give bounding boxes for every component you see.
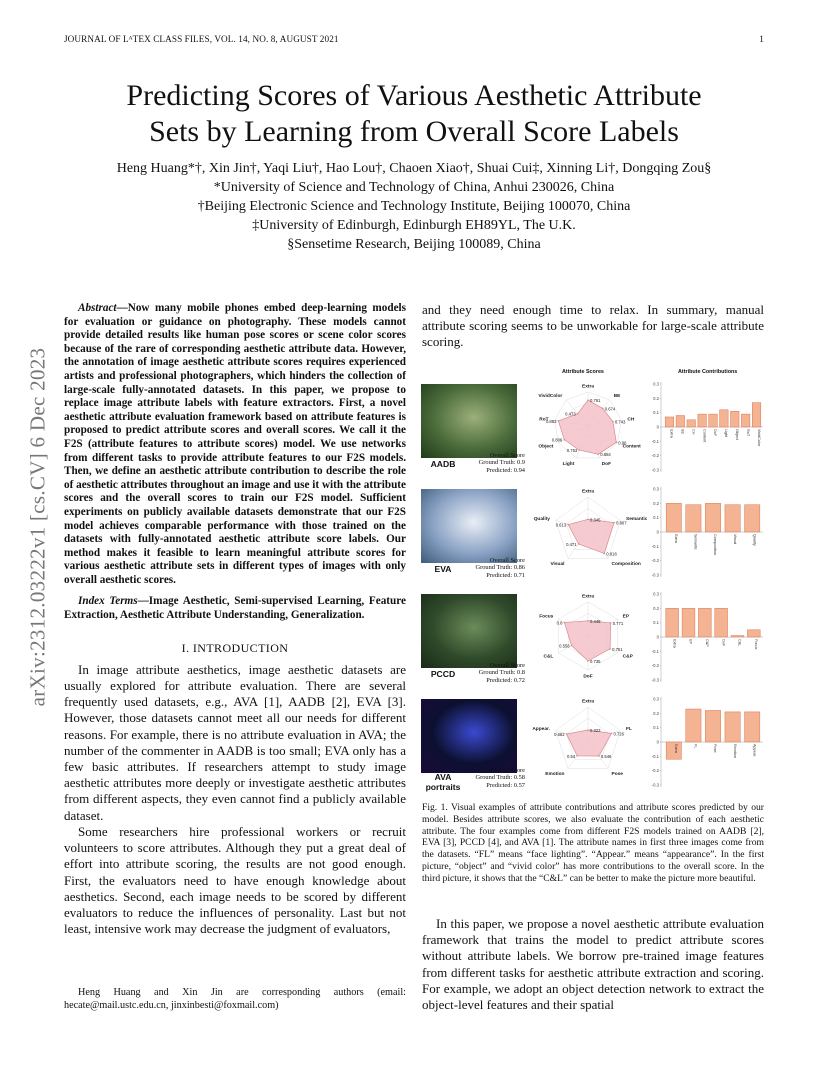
radar-series <box>564 618 610 661</box>
bar-tick-label: 0.3 <box>653 696 659 702</box>
figure-row-3 <box>421 689 767 796</box>
index-terms-text: —Image Aesthetic, Semi-supervised Learning, Feature Extraction, Aesthetic Attribute Understanding, Generalization. <box>64 595 406 622</box>
title-line-2: Sets by Learning from Overall Score Labels <box>149 115 679 148</box>
index-terms-label: Index Terms <box>78 595 138 608</box>
score-overall: Overall Score <box>489 557 525 564</box>
bar-tick-label: 0.2 <box>653 500 659 506</box>
radar-axis-label: Extra <box>582 594 594 600</box>
bar-category-label: Emotion <box>732 744 737 758</box>
radar-point <box>598 755 600 757</box>
bar-category-label: BE <box>680 429 685 435</box>
radar-value-label: 0.726 <box>613 731 624 737</box>
radar-series <box>567 730 612 756</box>
radar-value-label: 0.743 <box>614 419 626 425</box>
radar-point <box>578 449 580 451</box>
score-pred: Predicted: 0.94 <box>486 466 525 474</box>
radar-point <box>610 622 612 624</box>
left-column <box>64 302 406 937</box>
figure-caption: Fig. 1. Visual examples of attribute contributions and attribute scores predicted by our model. Besides attribute scores, we also evaluate the contribution of each aesthetic attribute. The four examples come from different F2S models trained on AADB [2], EVA [3], PCCD [4], and AVA [1]. The attribute names in first three images come from the datasets. “FL” means “face lighting”. “Appear.” means “appearance”. In the first picture, “object” and “vivid color” has more contributions to the overall score. In the third picture, it shows that the “C&L” can be better to make the picture more beautiful. <box>422 802 764 884</box>
bar-tick-label: 0.2 <box>653 395 659 401</box>
contribution-bar-chart <box>649 479 767 583</box>
radar-point <box>587 620 589 622</box>
radar-point <box>587 518 589 520</box>
radar-axis-label: Visual <box>550 561 565 567</box>
radar-value-label: 0.613 <box>555 522 567 528</box>
right-paragraph-1: In this paper, we propose a novel aesthetic attribute evaluation framework that trains the model to predict attribute scores without attribute labels. We borrow pre-trained image features from different tasks for aesthetic attribute extraction and scoring. For example, we adopt an object detection network to extract the object-level features and their spatial <box>422 916 764 1013</box>
radar-value-label: 0.771 <box>612 620 624 626</box>
radar-chart <box>529 479 647 583</box>
radar-value-label: 0.323 <box>590 728 601 734</box>
bar-category-label: Extra <box>672 639 677 648</box>
bar-tick-label: 0.3 <box>653 486 659 492</box>
contribution-bar <box>676 416 684 427</box>
radar-axis-label: C&L <box>543 654 554 660</box>
bar-tick-label: 0.1 <box>653 410 659 416</box>
bar-tick-label: -0.3 <box>651 677 659 683</box>
radar-chart <box>529 689 647 793</box>
radar-point <box>566 733 568 735</box>
bar-category-label: Extra <box>669 429 674 438</box>
radar-chart <box>529 584 647 688</box>
radar-axis-label: DoF <box>583 674 593 680</box>
bar-tick-label: -0.2 <box>651 663 659 669</box>
bar-tick-label: 0 <box>656 424 659 430</box>
intro-paragraph-1: In image attribute aesthetics, image aesthetic datasets are usually explored for attribute evaluation. There are several frequently used datasets, e.g., AVA [1], AADB [2], EVA [3]. However, those datasets cannot meet all our needs for different reasons. For example, there is no attribute evaluation in AVA; the number of the commenter in AADB is too small; EVA only has a few basic attributes. If researchers attempt to study image aesthetic attributes more deeply or investigate aesthetic attributes from different aspects, they even cannot find a publicly available dataset. <box>64 661 406 823</box>
bar-tick-label: -0.1 <box>651 438 659 444</box>
contribution-bar <box>705 710 720 742</box>
bar-tick-label: 0.1 <box>653 620 659 626</box>
radar-axis-label: FL <box>626 727 632 733</box>
score-overall: Overall Score <box>489 452 525 459</box>
radar-value-label: 0.751 <box>612 646 623 652</box>
attribute-contributions-title: Attribute Contributions <box>678 369 738 375</box>
arxiv-id: arXiv:2312.03222v1 [cs.CV] 6 Dec 2023 <box>25 347 50 707</box>
bar-tick-label: -0.3 <box>651 572 659 578</box>
author-block <box>40 159 788 254</box>
contribution-bar <box>752 403 760 427</box>
radar-axis-label: Extra <box>582 489 594 495</box>
bar-tick-label: -0.3 <box>651 467 659 473</box>
right-paragraph-0: and they need enough time to relax. In summary, manual attribute scoring seems to be unworkable for large-scale attribute scoring. <box>422 302 764 350</box>
bar-tick-label: 0.1 <box>653 515 659 521</box>
bar-category-label: RoT <box>745 429 750 437</box>
bar-category-label: Object <box>734 429 739 440</box>
radar-axis-label: Composition <box>611 561 641 567</box>
bar-category-label: CH <box>691 429 696 435</box>
contribution-bar <box>687 420 695 427</box>
radar-axis-label: EP <box>622 614 630 620</box>
radar-value-label: 0.884 <box>600 452 611 458</box>
figure-row-1 <box>421 479 767 586</box>
example-photo <box>421 384 517 458</box>
bar-category-label: Pose <box>713 744 718 753</box>
radar-axis-label: Semantic <box>626 517 647 523</box>
radar-axis-label: CH <box>627 417 635 423</box>
contribution-bar <box>686 709 701 742</box>
bar-tick-label: 0.3 <box>653 381 659 387</box>
radar-value-label: 0.471 <box>566 541 577 547</box>
radar-point <box>615 442 617 444</box>
contribution-bar <box>709 414 717 427</box>
radar-point <box>578 543 580 545</box>
contribution-bar <box>720 410 728 427</box>
bar-tick-label: 0 <box>656 739 659 745</box>
radar-value-label: 0.753 <box>566 448 578 454</box>
radar-value-label: 0.807 <box>616 520 627 526</box>
title-line-1: Predicting Scores of Various Aesthetic Attribute <box>126 79 702 112</box>
score-gt: Ground Truth: 0.86 <box>475 564 525 572</box>
score-gt: Ground Truth: 0.8 <box>478 669 525 677</box>
contribution-bar <box>665 417 673 427</box>
score-gt: Ground Truth: 0.58 <box>475 774 525 782</box>
abstract-text: —Now many mobile phones embed deep-learning models for evaluation or guidance on photography. These models cannot provide detailed results like human pose scores or scene color scores because of the rare of corresponding aesthetic attribute data. However, the annotation of image aesthetic attribute scores requires experienced artists and professional photographers, which hinders the collection of large-scale fully-annotated datasets. In this paper, we propose to replace image attribute labels with feature extractors. First, a novel aesthetic attribute evaluation framework based on attribute features is proposed to predict attribute scores and overall scores. We call it the F2S (attribute features to attribute scores) model. We use networks from different tasks to provide attribute features to our F2S models. Then, we define an aesthetic attribute contribution to describe the role of aesthetic attributes throughout an image and use it with the attribute scores and the overall scores to train our F2S model. Sufficient experiments on publicly available datasets demonstrate that our F2S model achieves comparable performance with those trained on the datasets with fully-annotated aesthetic attribute score labels. Our method makes it feasible to learn meaningful attribute scores for various aesthetic attribute sets in different types of images with only overall aesthetic scores. <box>64 302 406 586</box>
affiliation-3: ‡University of Edinburgh, Edinburgh EH89YL, The U.K. <box>252 218 576 233</box>
dataset-label: AADB <box>430 459 456 469</box>
contribution-bar <box>747 630 760 637</box>
attribute-scores-title: Attribute Scores <box>562 369 604 375</box>
bar-category-label: Extra <box>674 534 678 543</box>
contribution-bar <box>741 414 749 427</box>
radar-axis-label: Object <box>538 444 554 450</box>
score-pred: Predicted: 0.57 <box>486 781 525 789</box>
arxiv-stamp <box>22 292 54 762</box>
journal-header: JOURNAL OF LᴬTEX CLASS FILES, VOL. 14, NO. 8, AUGUST 2021 <box>64 34 339 44</box>
bar-tick-label: -0.2 <box>651 768 659 774</box>
affiliation-1: *University of Science and Technology of China, Anhui 230026, China <box>213 180 615 195</box>
bar-category-label: C&P <box>705 639 710 647</box>
radar-value-label: 0.662 <box>554 732 565 738</box>
overall-score-block <box>465 662 525 684</box>
paper-title <box>40 78 788 150</box>
radar-point <box>563 439 565 441</box>
radar-axis-label: Quality <box>533 517 550 523</box>
score-gt: Ground Truth: 0.9 <box>478 459 525 467</box>
bar-tick-label: 0 <box>656 529 659 535</box>
bar-tick-label: 0.1 <box>653 725 659 731</box>
radar-point <box>613 522 615 524</box>
radar-point <box>571 645 573 647</box>
radar-point <box>612 421 614 423</box>
example-photo <box>421 594 517 668</box>
abstract-label: Abstract <box>78 302 117 314</box>
radar-value-label: 0.345 <box>590 517 601 523</box>
contribution-bar-chart <box>649 374 767 478</box>
radar-point <box>564 622 566 624</box>
radar-value-label: 0.448 <box>590 618 601 624</box>
right-column-top <box>422 302 764 351</box>
bar-category-label: Semantic <box>693 534 698 550</box>
radar-point <box>602 408 604 410</box>
overall-score-block <box>465 557 525 579</box>
radar-point <box>567 524 569 526</box>
contribution-bar-chart <box>649 689 767 793</box>
radar-axis-label: C&P <box>622 654 633 660</box>
radar-value-label: 0.735 <box>590 658 601 664</box>
radar-value-label: 0.816 <box>606 551 617 557</box>
bar-category-label: Visual <box>732 534 737 545</box>
radar-value-label: 0.806 <box>551 437 563 443</box>
radar-axis-label: Extra <box>582 384 594 390</box>
bar-tick-label: -0.1 <box>651 648 659 654</box>
radar-point <box>587 729 589 731</box>
running-header <box>64 34 764 48</box>
bar-category-label: C&L <box>737 639 742 647</box>
bar-category-label: Light <box>724 429 729 438</box>
contribution-bar <box>666 503 681 532</box>
radar-point <box>576 755 578 757</box>
contribution-bar <box>731 411 739 427</box>
contribution-bar <box>682 608 695 637</box>
dataset-label: EVA <box>434 564 452 574</box>
bar-category-label: EP <box>688 639 693 645</box>
radar-value-label: 0.96 <box>618 440 627 446</box>
dataset-label: PCCD <box>430 669 456 679</box>
figure-1 <box>421 366 767 796</box>
bar-category-label: Appear. <box>752 744 757 758</box>
radar-value-label: 0.546 <box>600 754 612 760</box>
contribution-bar <box>666 608 679 637</box>
bar-tick-label: 0.3 <box>653 591 659 597</box>
contribution-bar <box>705 503 720 532</box>
radar-axis-label: Focus <box>539 614 554 620</box>
bar-category-label: Extra <box>674 744 678 753</box>
page-number: 1 <box>759 34 764 44</box>
score-overall: Overall Score <box>489 767 525 774</box>
radar-axis-label: Content <box>622 444 641 450</box>
radar-axis-label: Appear. <box>532 727 550 733</box>
bar-tick-label: -0.1 <box>651 543 659 549</box>
bar-tick-label: -0.1 <box>651 753 659 759</box>
bar-tick-label: 0.2 <box>653 605 659 611</box>
contribution-bar <box>698 608 711 637</box>
contribution-bar <box>731 636 744 637</box>
intro-paragraph-2: Some researchers hire professional workers or recruit volunteers to score attributes. Although they put a great deal of effort into attribute scoring, the results are not good enough. First, the evaluators need to have enough knowledge about aesthetics. Second, each image needs to be scored by different evaluators to reduce the influences of personality. Last but not least, intensive work may decrease the judgment of evaluators, <box>64 823 406 937</box>
bar-tick-label: -0.3 <box>651 782 659 788</box>
radar-point <box>577 413 579 415</box>
bar-category-label: Quality <box>752 534 757 546</box>
radar-axis-label: DoF <box>601 462 612 468</box>
bar-category-label: VividColor <box>756 429 761 447</box>
affiliation-2: †Beijing Electronic Science and Technology Institute, Beijing 100070, China <box>197 199 631 214</box>
radar-series <box>568 519 614 553</box>
radar-value-label: 0.883 <box>545 418 557 424</box>
example-photo <box>421 699 517 773</box>
bar-category-label: DoF <box>713 429 718 437</box>
radar-value-label: 0.674 <box>604 406 616 412</box>
contribution-bar <box>725 505 740 532</box>
radar-point <box>611 733 613 735</box>
overall-score-block <box>465 452 525 474</box>
radar-value-label: 0.558 <box>559 643 570 649</box>
abstract <box>64 302 406 587</box>
radar-point <box>558 420 560 422</box>
radar-chart <box>529 374 647 478</box>
score-pred: Predicted: 0.71 <box>486 571 525 579</box>
radar-axis-label: RoT <box>539 417 549 423</box>
contribution-bar <box>666 742 681 759</box>
contribution-bar-chart <box>649 584 767 688</box>
bar-tick-label: -0.2 <box>651 558 659 564</box>
example-photo <box>421 489 517 563</box>
radar-axis-label: BE <box>613 393 621 399</box>
bar-category-label: Content <box>702 429 707 443</box>
radar-value-label: 0.761 <box>590 398 601 404</box>
overall-score-block <box>465 767 525 789</box>
bar-category-label: FL <box>693 744 698 749</box>
radar-axis-label: Pose <box>611 771 623 777</box>
contribution-bar <box>745 712 760 742</box>
score-overall: Overall Score <box>489 662 525 669</box>
radar-point <box>587 660 589 662</box>
radar-axis-label: VividColor <box>538 393 563 399</box>
radar-axis-label: Emotion <box>545 771 565 777</box>
contribution-bar <box>725 712 740 742</box>
bar-category-label: Composition <box>713 534 718 556</box>
footnote: Heng Huang and Xin Jin are corresponding authors (email: hecate@mail.ustc.edu.cn, jinxinbesti@foxmail.com) <box>64 987 406 1011</box>
section-heading: I. INTRODUCTION <box>181 640 289 655</box>
bar-category-label: Focus <box>754 639 759 650</box>
figure-row-0 <box>421 374 767 481</box>
bar-tick-label: 0.2 <box>653 710 659 716</box>
contribution-bar <box>686 505 701 532</box>
figure-row-2 <box>421 584 767 691</box>
contribution-bar <box>715 608 728 637</box>
author-list: Heng Huang*†, Xin Jin†, Yaqi Liu†, Hao Lou†, Chaoen Xiao†, Shuai Cui‡, Xinning Li†, Dongqing Zou§ <box>116 161 712 176</box>
contribution-bar <box>698 414 706 427</box>
radar-axis-label: Light <box>562 462 575 468</box>
radar-axis-label: Extra <box>582 699 594 705</box>
bar-tick-label: 0 <box>656 634 659 640</box>
bar-category-label: DoF <box>721 639 726 647</box>
contribution-bar <box>745 505 760 532</box>
radar-value-label: 0.54 <box>567 753 576 759</box>
radar-value-label: 0.8 <box>556 620 563 626</box>
score-pred: Predicted: 0.72 <box>486 676 525 684</box>
dataset-label: AVA portraits <box>425 772 461 792</box>
radar-point <box>609 648 611 650</box>
affiliation-4: §Sensetime Research, Beijing 100089, China <box>287 237 541 252</box>
radar-point <box>604 553 606 555</box>
index-terms <box>64 595 406 622</box>
radar-value-label: 0.473 <box>565 411 576 417</box>
bar-tick-label: -0.2 <box>651 453 659 459</box>
radar-point <box>597 453 599 455</box>
radar-point <box>587 399 589 401</box>
